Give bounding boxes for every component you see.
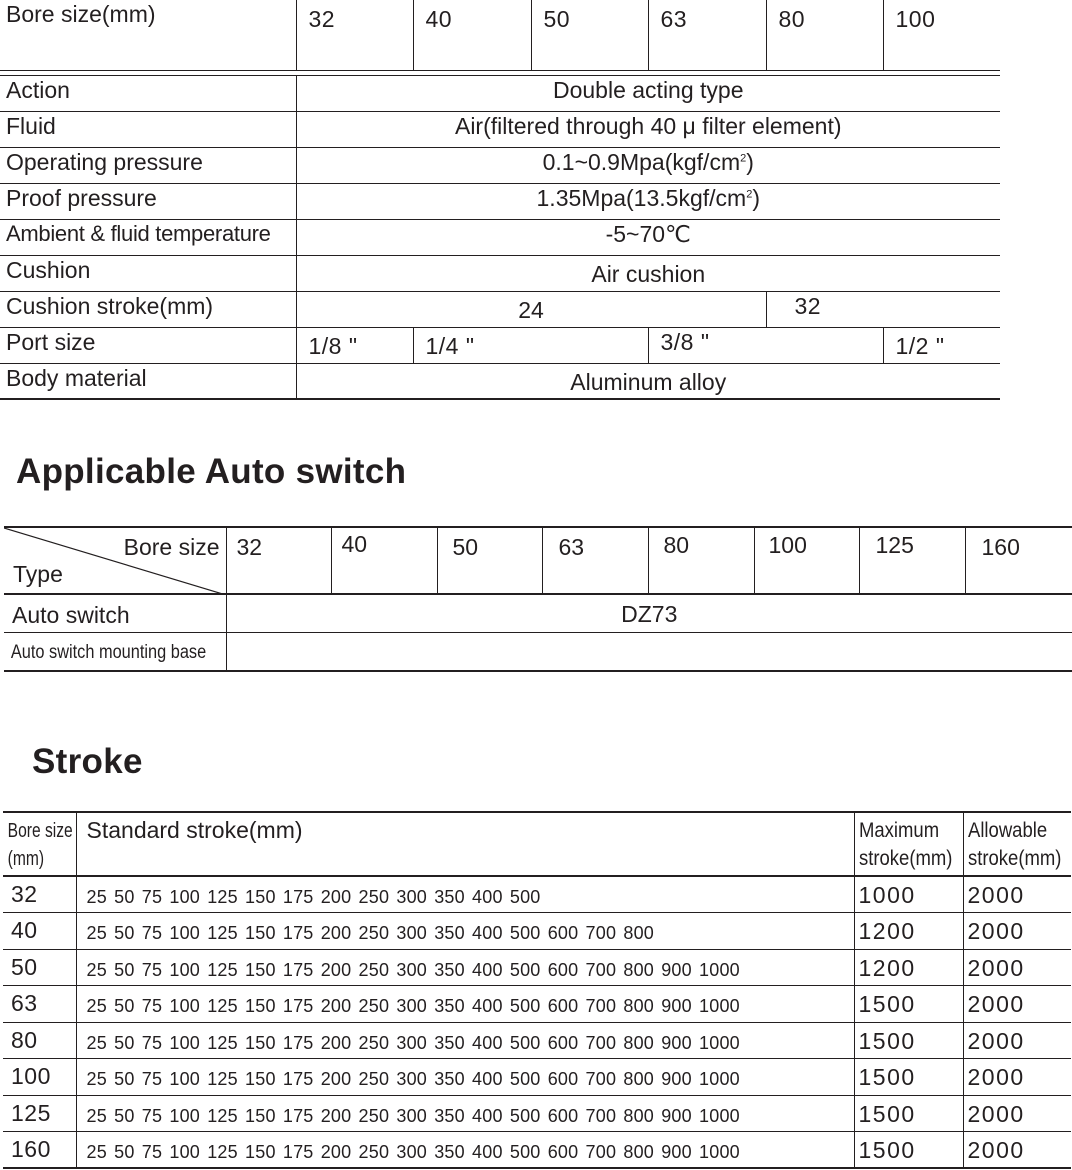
- auto-bore-32: 32: [226, 527, 331, 594]
- table-row: [3, 1022, 1071, 1059]
- spec-bore-100: 100: [883, 0, 1000, 70]
- corner-bore-size-label: Bore size: [123, 534, 220, 560]
- spec-row-proof-pressure: [0, 183, 1000, 219]
- auto-switch-table: [4, 526, 1072, 672]
- stroke-col-bore-text: [3, 813, 73, 873]
- table-row: [3, 1095, 1071, 1132]
- stroke-bore: 63: [3, 986, 76, 1023]
- stroke-maximum: 1200: [854, 949, 963, 986]
- stroke-standard-list: 25 50 75 100 125 150 175 200 250 300 350 400 500 600 700 800 900 1000: [76, 1022, 854, 1059]
- auto-switch-base-row: [4, 632, 1072, 671]
- stroke-col-allowable-line2: stroke(mm): [967, 847, 1061, 870]
- corner-type-label: Type: [13, 561, 63, 587]
- stroke-col-allowable-line1: Allowable: [967, 819, 1047, 842]
- operating-pressure-sup: 2: [740, 151, 747, 164]
- port-size-label: Port size: [0, 327, 296, 363]
- stroke-maximum: 1500: [854, 1059, 963, 1096]
- stroke-standard-list: 25 50 75 100 125 150 175 200 250 300 350 400 500 600 700 800: [76, 913, 854, 950]
- spec-header-row: [0, 0, 1000, 70]
- stroke-bore: 100: [3, 1059, 76, 1096]
- auto-bore-80: 80: [648, 527, 754, 594]
- auto-switch-value: DZ73: [226, 594, 1072, 632]
- stroke-bore: 32: [3, 876, 76, 913]
- auto-bore-40: 40: [331, 527, 437, 594]
- stroke-col-maximum: [854, 812, 963, 876]
- operating-pressure-text: 0.1~0.9Mpa(kgf/cm: [542, 148, 741, 175]
- stroke-standard-list: 25 50 75 100 125 150 175 200 250 300 350 400 500 600 700 800 900 1000: [76, 1095, 854, 1132]
- cushion-stroke-value-b: 32: [766, 291, 1000, 327]
- stroke-allowable: 2000: [963, 1059, 1071, 1096]
- spec-bore-32: 32: [296, 0, 413, 70]
- auto-switch-label: Auto switch: [4, 594, 226, 632]
- spec-row-action: [0, 75, 1000, 111]
- port-size-1-2: 1/2 ": [883, 327, 1000, 363]
- cushion-stroke-label: Cushion stroke(mm): [0, 291, 296, 327]
- stroke-bore: 40: [3, 913, 76, 950]
- stroke-col-maximum-line2: stroke(mm): [858, 847, 952, 870]
- operating-pressure-label: Operating pressure: [0, 147, 296, 183]
- spec-row-port-size: [0, 327, 1000, 363]
- stroke-maximum: 1000: [854, 876, 963, 913]
- stroke-col-bore: [3, 812, 76, 876]
- spec-bore-50: 50: [531, 0, 648, 70]
- table-row: [3, 949, 1071, 986]
- port-size-3-8: 3/8 ": [648, 327, 883, 363]
- proof-pressure-text: 1.35Mpa(13.5kgf/cm: [536, 184, 747, 211]
- auto-switch-base-value: [226, 632, 1072, 671]
- auto-bore-63: 63: [542, 527, 648, 594]
- spec-row-temperature: [0, 219, 1000, 255]
- stroke-col-maximum-line1: Maximum: [858, 819, 939, 842]
- operating-pressure-value: [296, 147, 1000, 183]
- spec-bore-40: 40: [413, 0, 531, 70]
- stroke-col-allowable: [963, 812, 1071, 876]
- port-size-1-8: 1/8 ": [296, 327, 413, 363]
- auto-bore-100: 100: [754, 527, 859, 594]
- stroke-col-standard: Standard stroke(mm): [76, 812, 854, 876]
- stroke-table: [3, 811, 1071, 1169]
- auto-switch-base-label: Auto switch mounting base: [10, 641, 207, 663]
- stroke-allowable: 2000: [963, 913, 1071, 950]
- stroke-allowable: 2000: [963, 1132, 1071, 1169]
- auto-bore-50: 50: [437, 527, 542, 594]
- cushion-stroke-value-a: 24: [296, 291, 766, 327]
- spec-row-cushion-stroke: [0, 291, 1000, 327]
- stroke-allowable: 2000: [963, 1022, 1071, 1059]
- table-row: [3, 1059, 1071, 1096]
- stroke-heading: Stroke: [32, 742, 143, 781]
- fluid-label: Fluid: [0, 111, 296, 147]
- body-material-label: Body material: [0, 363, 296, 399]
- cushion-label: Cushion: [0, 255, 296, 291]
- stroke-allowable: 2000: [963, 1095, 1071, 1132]
- spec-bore-63: 63: [648, 0, 766, 70]
- stroke-allowable: 2000: [963, 876, 1071, 913]
- table-row: [3, 876, 1071, 913]
- stroke-standard-list: 25 50 75 100 125 150 175 200 250 300 350 400 500: [76, 876, 854, 913]
- temperature-label: Ambient & fluid temperature: [0, 219, 296, 255]
- proof-pressure-tail: ): [752, 184, 760, 211]
- spec-row-fluid: [0, 111, 1000, 147]
- stroke-standard-list: 25 50 75 100 125 150 175 200 250 300 350 400 500 600 700 800 900 1000: [76, 949, 854, 986]
- stroke-bore: 125: [3, 1095, 76, 1132]
- spec-table: [0, 0, 1000, 400]
- auto-bore-160: 160: [965, 527, 1072, 594]
- stroke-bore: 80: [3, 1022, 76, 1059]
- auto-switch-row: [4, 594, 1072, 632]
- table-row: [3, 1132, 1071, 1169]
- auto-switch-header-row: [4, 527, 1072, 594]
- auto-switch-base-label-cell: [4, 632, 226, 671]
- stroke-maximum: 1500: [854, 1132, 963, 1169]
- spec-row-operating-pressure: [0, 147, 1000, 183]
- spec-bore-label: Bore size(mm): [0, 0, 296, 70]
- stroke-standard-list: 25 50 75 100 125 150 175 200 250 300 350 400 500 600 700 800 900 1000: [76, 986, 854, 1023]
- stroke-bore: 160: [3, 1132, 76, 1169]
- stroke-header-row: [3, 812, 1071, 876]
- table-row: [3, 913, 1071, 950]
- port-size-1-4: 1/4 ": [413, 327, 648, 363]
- stroke-bore: 50: [3, 949, 76, 986]
- proof-pressure-label: Proof pressure: [0, 183, 296, 219]
- auto-switch-heading: Applicable Auto switch: [16, 452, 407, 491]
- stroke-maximum: 1500: [854, 986, 963, 1023]
- body-material-value: Aluminum alloy: [296, 363, 1000, 399]
- table-row: [3, 986, 1071, 1023]
- stroke-col-bore-line2: (mm): [7, 848, 45, 870]
- action-label: Action: [0, 75, 296, 111]
- proof-pressure-value: [296, 183, 1000, 219]
- stroke-allowable: 2000: [963, 949, 1071, 986]
- stroke-allowable: 2000: [963, 986, 1071, 1023]
- temperature-value: -5~70℃: [296, 219, 1000, 255]
- stroke-maximum: 1200: [854, 913, 963, 950]
- operating-pressure-tail: ): [746, 148, 754, 175]
- stroke-standard-list: 25 50 75 100 125 150 175 200 250 300 350 400 500 600 700 800 900 1000: [76, 1132, 854, 1169]
- spec-row-body-material: [0, 363, 1000, 399]
- fluid-value: Air(filtered through 40 μ filter element): [296, 111, 1000, 147]
- stroke-col-bore-line1: Bore size: [7, 820, 73, 842]
- spec-bore-80: 80: [766, 0, 883, 70]
- stroke-maximum: 1500: [854, 1022, 963, 1059]
- cushion-value: Air cushion: [296, 255, 1000, 291]
- action-value: Double acting type: [296, 75, 1000, 111]
- spec-row-cushion: [0, 255, 1000, 291]
- auto-bore-125: 125: [859, 527, 965, 594]
- auto-switch-corner-cell: [4, 527, 226, 594]
- stroke-standard-list: 25 50 75 100 125 150 175 200 250 300 350 400 500 600 700 800 900 1000: [76, 1059, 854, 1096]
- proof-pressure-sup: 2: [746, 187, 753, 200]
- stroke-maximum: 1500: [854, 1095, 963, 1132]
